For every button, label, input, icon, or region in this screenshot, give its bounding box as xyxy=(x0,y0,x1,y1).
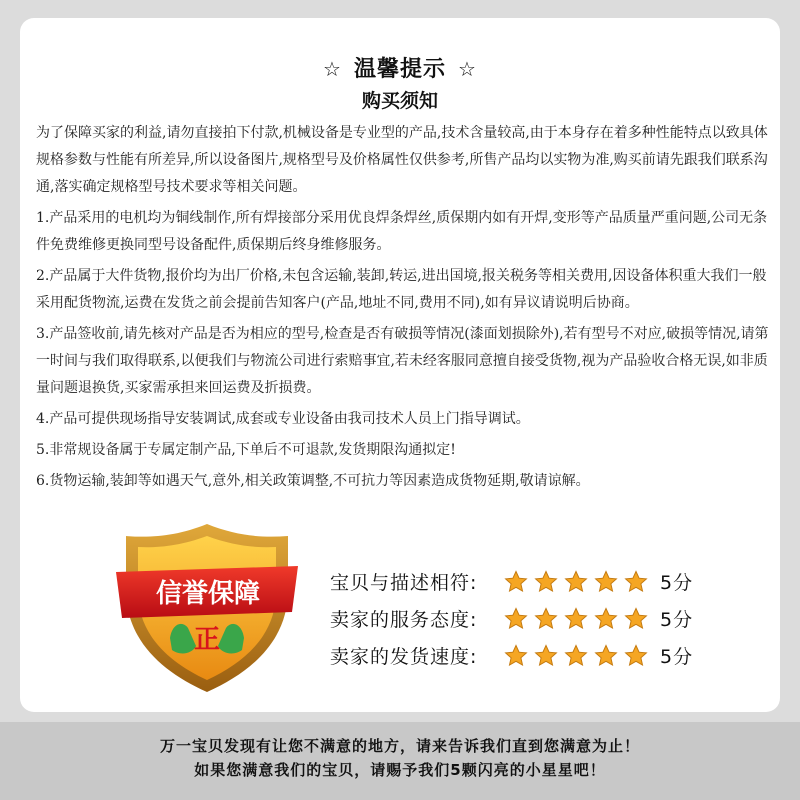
rating-score: 5分 xyxy=(660,572,694,594)
rating-row-service xyxy=(330,600,750,637)
rating-label: 卖家的服务态度: xyxy=(330,609,478,631)
star-outline-icon: ☆ xyxy=(458,57,477,81)
banner-text: 信誉保障 xyxy=(155,579,261,609)
credit-guarantee-badge xyxy=(112,520,302,696)
rating-score: 5分 xyxy=(660,609,694,631)
star-icon xyxy=(564,607,588,631)
star-icon xyxy=(534,607,558,631)
star-icon xyxy=(624,570,648,594)
rating-label: 宝贝与描述相符: xyxy=(330,572,478,594)
rating-label: 卖家的发货速度: xyxy=(330,646,478,668)
rating-stars xyxy=(504,570,648,594)
notice-card xyxy=(20,18,780,712)
star-icon xyxy=(594,644,618,668)
rating-score: 5分 xyxy=(660,646,694,668)
star-icon xyxy=(624,644,648,668)
note-paragraph: 4.产品可提供现场指导安装调试,成套或专业设备由我司技术人员上门指导调试。 xyxy=(36,411,530,427)
page-subtitle: 购买须知 xyxy=(361,90,438,112)
star-icon xyxy=(594,607,618,631)
emblem-character: 正 xyxy=(193,625,221,655)
star-icon xyxy=(504,644,528,668)
page-title xyxy=(20,52,780,83)
star-icon xyxy=(594,570,618,594)
rating-row-description xyxy=(330,563,750,600)
star-icon xyxy=(534,644,558,668)
star-icon xyxy=(564,570,588,594)
rating-row-shipping xyxy=(330,637,750,674)
note-paragraph: 1.产品采用的电机均为铜线制作,所有焊接部分采用优良焊条焊丝,质保期内如有开焊,变形等产品质量严重问题,公司无条件免费维修更换同型号设备配件,质保期后终身维修服务。 xyxy=(36,210,768,253)
seller-ratings xyxy=(330,563,750,674)
footer-line-2: 如果您满意我们的宝贝，请赐予我们5颗闪亮的小星星吧！ xyxy=(194,761,606,779)
rating-stars xyxy=(504,607,648,631)
footer-banner xyxy=(0,722,800,800)
note-paragraph: 6.货物运输,装卸等如遇天气,意外,相关政策调整,不可抗力等因素造成货物延期,敬请谅解。 xyxy=(36,473,590,489)
star-icon xyxy=(564,644,588,668)
star-icon xyxy=(504,607,528,631)
rating-stars xyxy=(504,644,648,668)
star-icon xyxy=(504,570,528,594)
note-paragraph: 2.产品属于大件货物,报价均为出厂价格,未包含运输,装卸,转运,进出国境,报关税务等相关费用,因设备体积重大我们一般采用配货物流,运费在发货之前会提前告知客户(产品,地址不同,费用不同),如有异议请说明后协商。 xyxy=(36,268,767,311)
star-icon xyxy=(624,607,648,631)
star-icon xyxy=(534,570,558,594)
star-outline-icon: ☆ xyxy=(323,57,342,81)
footer-line-1: 万一宝贝发现有让您不满意的地方，请来告诉我们直到您满意为止！ xyxy=(159,737,640,755)
note-paragraph: 为了保障买家的利益,请勿直接拍下付款,机械设备是专业型的产品,技术含量较高,由于本身存在着多种性能特点以致具体规格参数与性能有所差异,所以设备图片,规格型号及价格属性仅供参考,所售产品均以实物为准,购买前请先跟我们联系沟通,落实确定规格型号技术要求等相关问题。 xyxy=(36,125,768,195)
purchase-notes xyxy=(36,120,770,499)
note-paragraph: 3.产品签收前,请先核对产品是否为相应的型号,检查是否有破损等情况(漆面划损除外),若有型号不对应,破损等情况,请第一时间与我们取得联系,以便我们与物流公司进行索赔事宜,若未经客服同意擅自接受货物,视为产品验收合格无误,如非质量问题退换货,买家需承担来回运费及折损费。 xyxy=(36,326,769,396)
title-text: 温馨提示 xyxy=(353,57,446,82)
note-paragraph: 5.非常规设备属于专属定制产品,下单后不可退款,发货期限沟通拟定! xyxy=(36,442,456,458)
